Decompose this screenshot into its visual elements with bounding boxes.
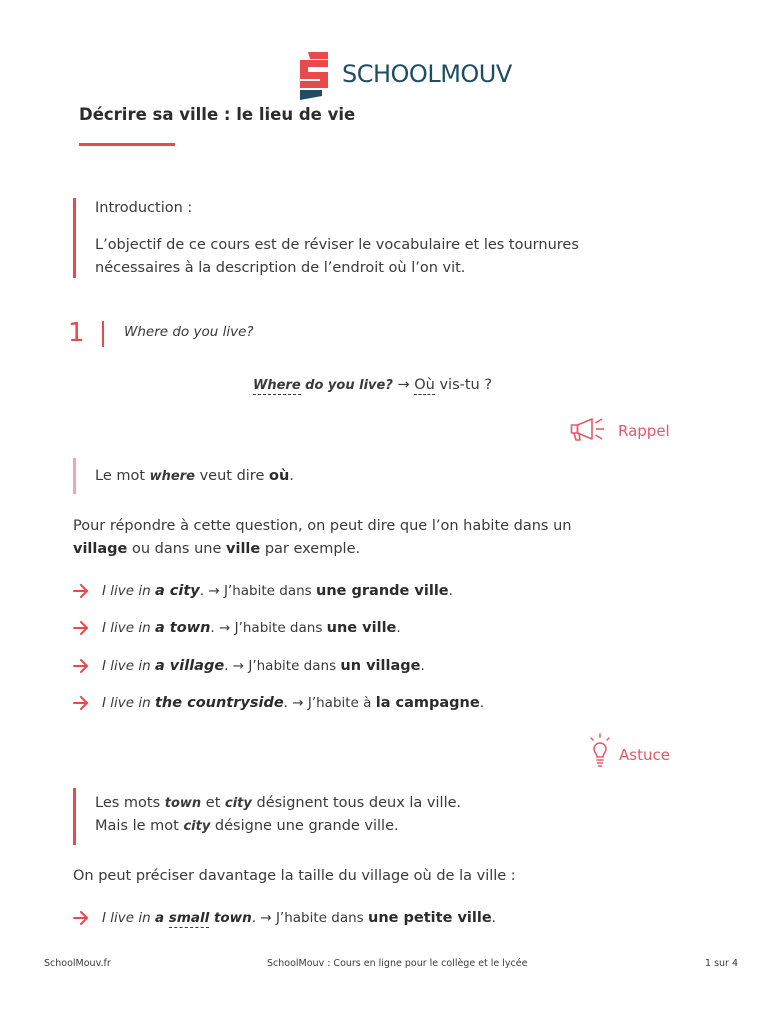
question-where: Where [253,378,301,393]
footer-center: SchoolMouv : Cours en ligne pour le collège et le lycée [267,958,528,969]
arrow-right-icon [73,696,89,710]
title-underline [79,143,175,146]
astuce-label: Astuce [619,746,670,764]
footer-page-number: 1 sur 4 [705,958,739,969]
intro-label: Introduction : [95,200,193,216]
question-arrow: → [392,377,415,393]
arrow-right-icon [73,911,89,925]
intro-line-1: L’objectif de ce cours est de réviser le vocabulaire et les tournures [95,237,579,253]
section-number: 1 [68,318,85,348]
question-rest-en: do you live? [300,378,393,393]
rappel-word-ou: où [268,468,290,484]
example-5: I live in a small town. → J’habite dans une petite ville. [102,910,496,926]
rappel-text: Le mot where veut dire où. [95,468,294,484]
example-item: I live in the countryside. → J’habite à la campagne. [102,695,485,711]
logo-text: SCHOOLMOUV [342,60,512,88]
footer-left: SchoolMouv.fr [44,958,111,969]
astuce-line-2: Mais le mot city désigne une grande ville. [95,818,399,834]
astuce-line-1: Les mots town et city désignent tous deux la ville. [95,795,462,811]
example-item: I live in a city. → J’habite dans une grande ville. [102,583,453,599]
paragraph-1-line-1: Pour répondre à cette question, on peut dire que l’on habite dans un [73,518,572,534]
question-line [253,374,492,397]
rappel-word-where: where [149,469,195,484]
question-rest-fr: vis-tu ? [434,377,493,393]
document-title: Décrire sa ville : le lieu de vie [79,105,356,124]
section-title: Where do you live? [124,324,254,340]
rappel-bar [73,458,76,494]
paragraph-1-line-2: village ou dans une ville par exemple. [73,541,361,557]
arrow-right-icon [73,659,89,673]
rappel-label: Rappel [618,422,670,440]
schoolmouv-logo [298,52,512,104]
paragraph-2: On peut préciser davantage la taille du village où de la ville : [73,868,516,884]
arrow-right-icon [73,621,89,635]
lightbulb-icon [588,733,612,769]
intro-line-2: nécessaires à la description de l’endroit où l’on vit. [95,260,466,276]
astuce-bar [73,788,76,845]
megaphone-icon [570,416,608,442]
question-ou: Où [414,377,435,393]
arrow-right-icon [73,584,89,598]
logo-s-icon [298,52,332,104]
example-item: I live in a village. → J’habite dans un village. [102,658,425,674]
example-item: I live in a town. → J’habite dans une ville. [102,620,401,636]
section-divider [102,321,104,347]
intro-bar [73,198,76,278]
